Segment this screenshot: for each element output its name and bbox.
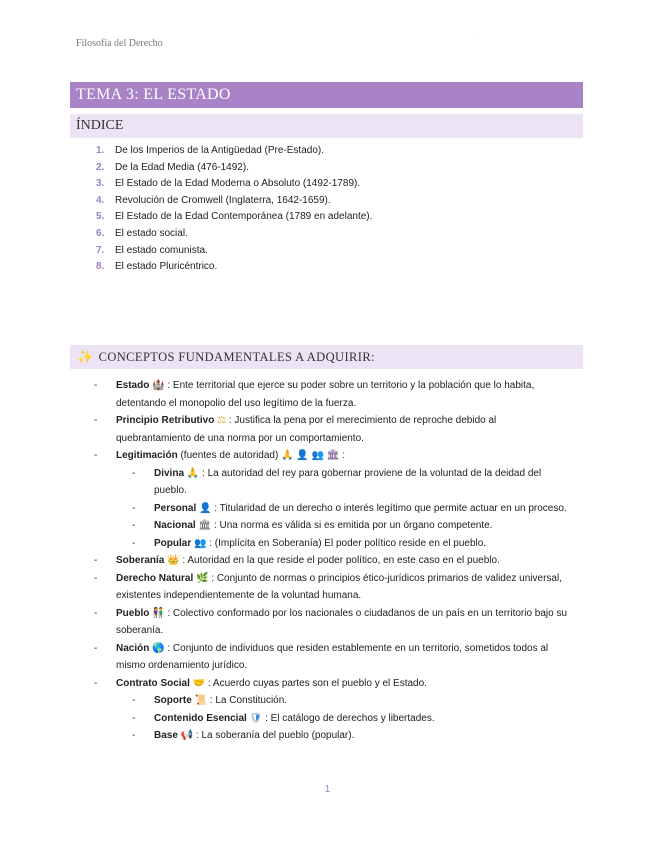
toc-item: 8. El estado Pluricéntrico. [96,261,218,273]
toc-item: 4. Revolución de Cromwell (Inglaterra, 1642-1659). [96,194,331,206]
concept-estado: - Estado 🏰 : Ente territorial que ejerce su poder sobre un territorio y la población que lo habita, detentando el monopolio del uso legítimo de la fuerza. [94,377,574,412]
concept-base: - Base 📢 : La soberanía del pueblo (popular). [132,727,574,745]
page-number: 1 [324,784,331,795]
castle-icon: 🏰 [152,380,165,391]
concept-retributivo: - Principio Retributivo ⚖ : Justifica la pena por el merecimiento de reproche debido al quebrantamiento de una norma por un comportamiento. [94,412,574,447]
globe-icon: 🌎 [152,642,165,654]
concept-soporte: - Soporte 📜 : La Constitución. [132,692,574,710]
toc-item: 2. De la Edad Media (476-1492). [96,161,249,173]
legitimation-icons: 🙏 👤 👥 🏛 [281,450,340,461]
shield-icon: 🛡 [249,712,263,724]
concept-derecho-natural: - Derecho Natural 🌿 : Conjunto de normas o principios ético-jurídicos primarios de validez universal, existentes independientemente de la voluntad humana. [94,570,574,605]
toc-item: 1. De los Imperios de la Antigüedad (Pre-Estado). [96,145,324,156]
megaphone-icon: 📢 [180,730,194,741]
contrato-sublist [116,692,574,745]
header-mark: . [474,36,476,42]
toc-item: 6. El estado social. [96,227,188,239]
classical-building-icon: 🏛 [198,520,212,531]
concept-contrato-social: - Contrato Social 🤝 : Acuerdo cuyas partes son el pueblo y el Estado. - Soporte 📜 : La Constitución. - Contenido Esencial 🛡 : El catálogo de derechos y libertades. - Base 📢 : La soberanía del pueblo (popular). [94,675,574,745]
people-icon: 👥 [194,537,207,549]
concepts-heading: ✨ CONCEPTOS FUNDAMENTALES A ADQUIRIR: [70,345,583,369]
legitimacion-sublist [116,465,574,553]
document-title: TEMA 3: EL ESTADO [70,82,583,108]
concept-popular: - Popular 👥 : (Implícita en Soberanía) El poder político reside en el pueblo. [132,535,574,553]
concept-nacion: - Nación 🌎 : Conjunto de individuos que residen establemente en un territorio, sometidos todos al mismo ordenamiento jurídico. [94,640,574,675]
handshake-icon: 🤝 [192,677,206,689]
sparkles-icon: ✨ [77,349,94,364]
toc-item: 3. El Estado de la Edad Moderna o Absoluto (1492-1789). [96,178,361,190]
toc-item: 7. El estado comunista. [96,244,208,256]
concept-divina: - Divina 🙏 : La autoridad del rey para gobernar proviene de la voluntad de la deidad del pueblo. [132,465,574,500]
concept-nacional: - Nacional 🏛 : Una norma es válida si es emitida por un órgano competente. [132,517,574,535]
herb-icon: 🌿 [196,572,209,584]
concept-personal: - Personal 👤 : Titularidad de un derecho o interés legítimo que permite actuar en un proceso. [132,500,574,518]
concept-legitimacion: - Legitimación (fuentes de autoridad) 🙏 👤 👥 🏛 : - Divina 🙏 : La autoridad del rey para gobernar proviene de la voluntad de la deidad del pueblo. - Personal 👤 : Titularidad de un derecho o interés legítimo que permite actuar en un proceso. - Nacional 🏛 : Una norma es válida si es emitida por un órgano competente. - Popular 👥 : (Implícita en Soberanía) El poder político reside en el pueblo. [94,447,574,552]
running-header: Filosofía del Derecho [76,38,163,49]
concepts-list [94,377,574,745]
toc-item: 5. El Estado de la Edad Contemporánea (1789 en adelante). [96,211,373,223]
crown-icon: 👑 [167,555,180,566]
table-of-contents [96,143,372,276]
praying-hands-icon: 🙏 [186,467,200,479]
scale-icon: ⚖ [217,415,227,426]
scroll-icon: 📜 [194,695,208,706]
concept-pueblo: - Pueblo 👫 : Colectivo conformado por los nacionales o ciudadanos de un país en un territorio bajo su soberanía. [94,605,574,640]
index-heading: ÍNDICE [70,114,583,138]
couple-icon: 👫 [152,607,165,619]
concept-soberania: - Soberanía 👑 : Autoridad en la que reside el poder político, en este caso en el pueblo. [94,552,574,570]
person-icon: 👤 [199,502,212,514]
concept-contenido-esencial: - Contenido Esencial 🛡 : El catálogo de derechos y libertades. [132,710,574,728]
